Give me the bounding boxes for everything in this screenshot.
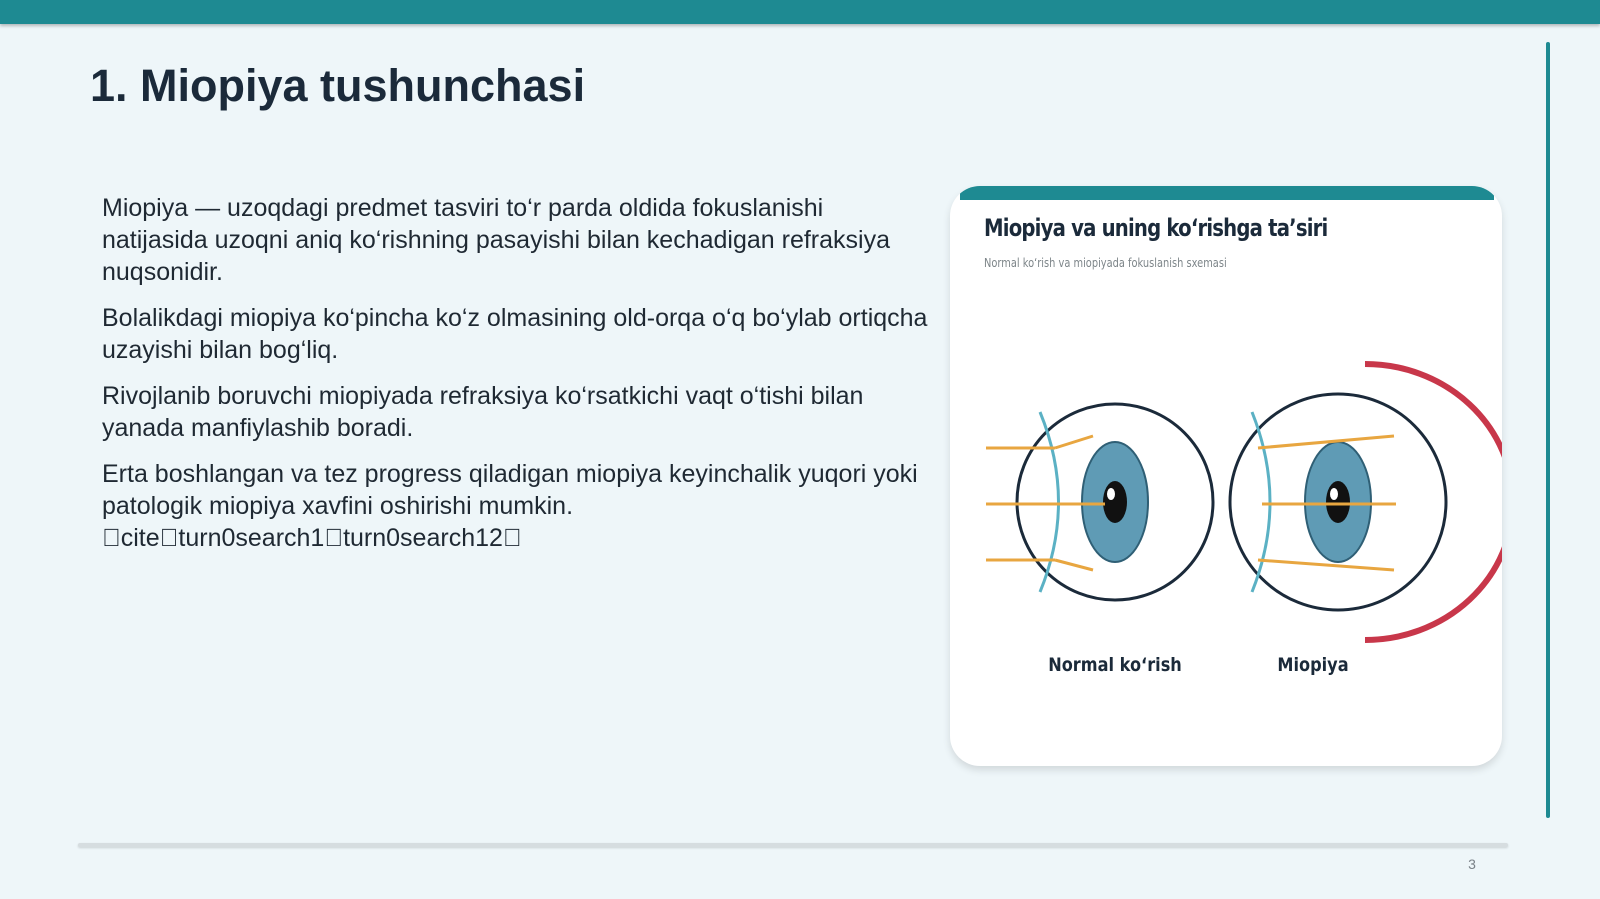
- paragraph-risk: Erta boshlangan va tez progress qiladigan miopiya keyinchalik yuqori yoki patologik miopiya xavfini oshirishi mumkin. cite turn0search1 turn0search12: [102, 460, 918, 552]
- body-text: [102, 192, 932, 568]
- paragraph-childhood: Bolalikdagi miopiya ko‘pincha ko‘z olmasining old-orqa o‘q bo‘ylab ortiqcha uzayishi bilan bog‘liq.: [102, 304, 928, 364]
- myopia-pupil: [1326, 481, 1350, 523]
- label-myopia: Miopiya: [1277, 654, 1349, 676]
- right-accent-rule: [1546, 42, 1550, 818]
- normal-eye-illustration: [986, 404, 1213, 600]
- bottom-divider: [78, 843, 1508, 847]
- paragraph-definition: Miopiya — uzoqdagi predmet tasviri to‘r parda oldida fokuslanishi natijasida uzoqni aniq ko‘rishning pasayishi bilan kechadigan refraksiya nuqsonidir.: [102, 194, 890, 286]
- top-accent-bar: [0, 0, 1600, 24]
- figure-card: [950, 186, 1502, 766]
- page-number: 3: [1468, 856, 1476, 872]
- figure-subtitle: Normal ko‘rish va miopiyada fokuslanish sxemasi: [984, 256, 1227, 270]
- figure-title: Miopiya va uning ko‘rishga ta’siri: [984, 214, 1328, 242]
- paragraph-progressive: Rivojlanib boruvchi miopiyada refraksiya ko‘rsatkichi vaqt o‘tishi bilan yanada manfiylashib boradi.: [102, 382, 864, 442]
- slide-title: 1. Miopiya tushunchasi: [90, 60, 586, 111]
- myopia-eye-illustration: [1230, 364, 1502, 640]
- normal-pupil: [1103, 481, 1127, 523]
- normal-pupil-highlight: [1107, 488, 1115, 500]
- eye-diagram: [950, 186, 1502, 766]
- label-normal-vision: Normal ko‘rish: [1048, 654, 1182, 676]
- myopia-pupil-highlight: [1330, 488, 1338, 500]
